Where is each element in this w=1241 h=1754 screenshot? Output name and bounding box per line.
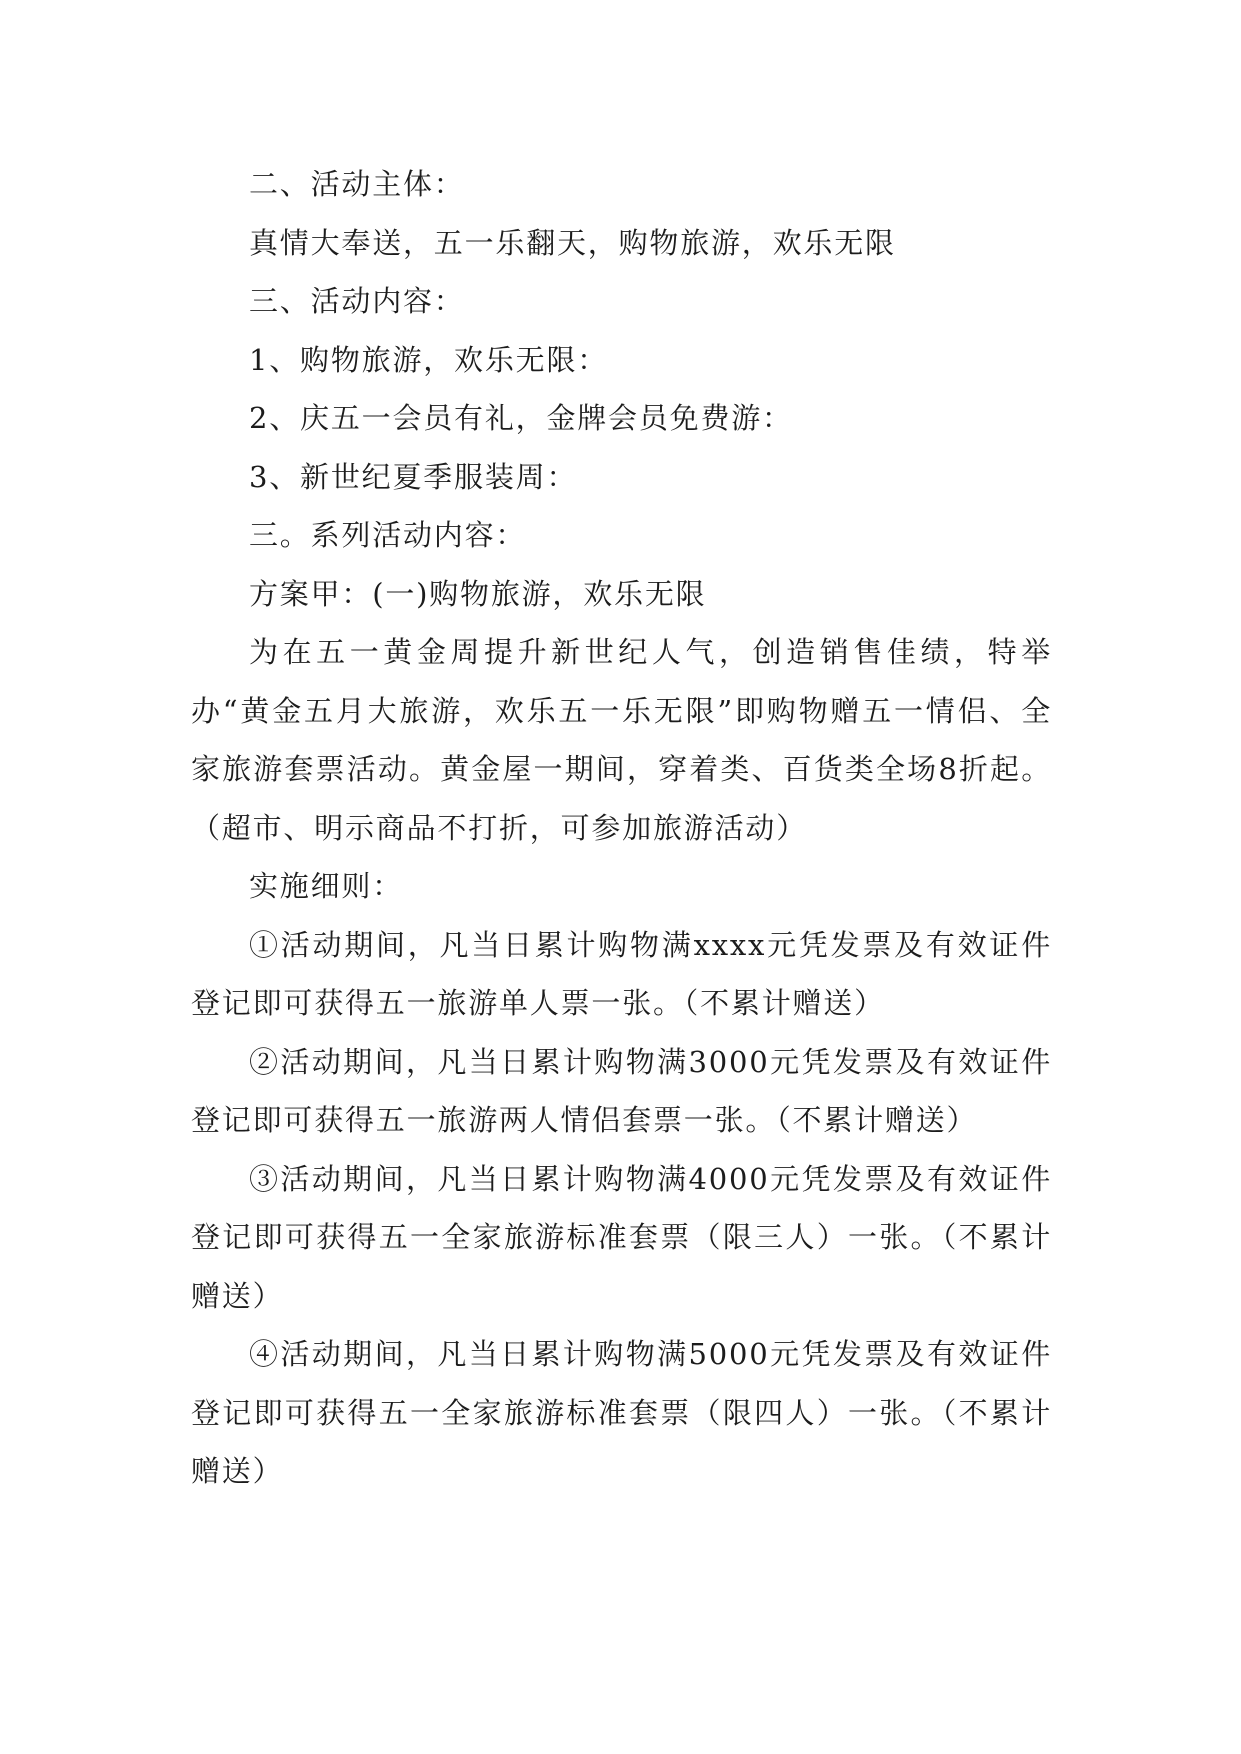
rule-item-1: ①活动期间，凡当日累计购物满xxxx元凭发票及有效证件登记即可获得五一旅游单人票一张。（不累计赠送） (191, 927, 1052, 1020)
content-item-3: 3、新世纪夏季服装周： (249, 459, 578, 494)
activity-slogan: 真情大奉送，五一乐翻天，购物旅游，欢乐无限 (249, 225, 896, 260)
rule-item-4: ④活动期间，凡当日累计购物满5000元凭发票及有效证件登记即可获得五一全家旅游标准套票（限四人）一张。（不累计赠送） (191, 1337, 1052, 1488)
plan-a-heading: 方案甲：(一)购物旅游，欢乐无限 (249, 576, 707, 611)
section-heading-series-content: 三。系列活动内容： (249, 518, 527, 552)
content-item-1: 1、购物旅游，欢乐无限： (249, 342, 609, 377)
content-item-2: 2、庆五一会员有礼，金牌会员免费游： (249, 401, 793, 435)
rule-item-2: ②活动期间，凡当日累计购物满3000元凭发票及有效证件登记即可获得五一旅游两人情侣套票一张。（不累计赠送） (191, 1044, 1052, 1137)
section-heading-activity-subject: 二、活动主体： (249, 167, 465, 201)
plan-a-description: 为在五一黄金周提升新世纪人气，创造销售佳绩，特举办“黄金五月大旅游，欢乐五一乐无限”即购物赠五一情侣、全家旅游套票活动。黄金屋一期间，穿着类、百货类全场8折起。（超市、明示商品不打折，可参加旅游活动） (191, 635, 1052, 845)
section-heading-activity-content: 三、活动内容： (249, 284, 465, 318)
implementation-rules-heading: 实施细则： (249, 869, 404, 903)
document-page (191, 155, 1052, 1501)
rule-item-3: ③活动期间，凡当日累计购物满4000元凭发票及有效证件登记即可获得五一全家旅游标准套票（限三人）一张。（不累计赠送） (191, 1161, 1052, 1313)
